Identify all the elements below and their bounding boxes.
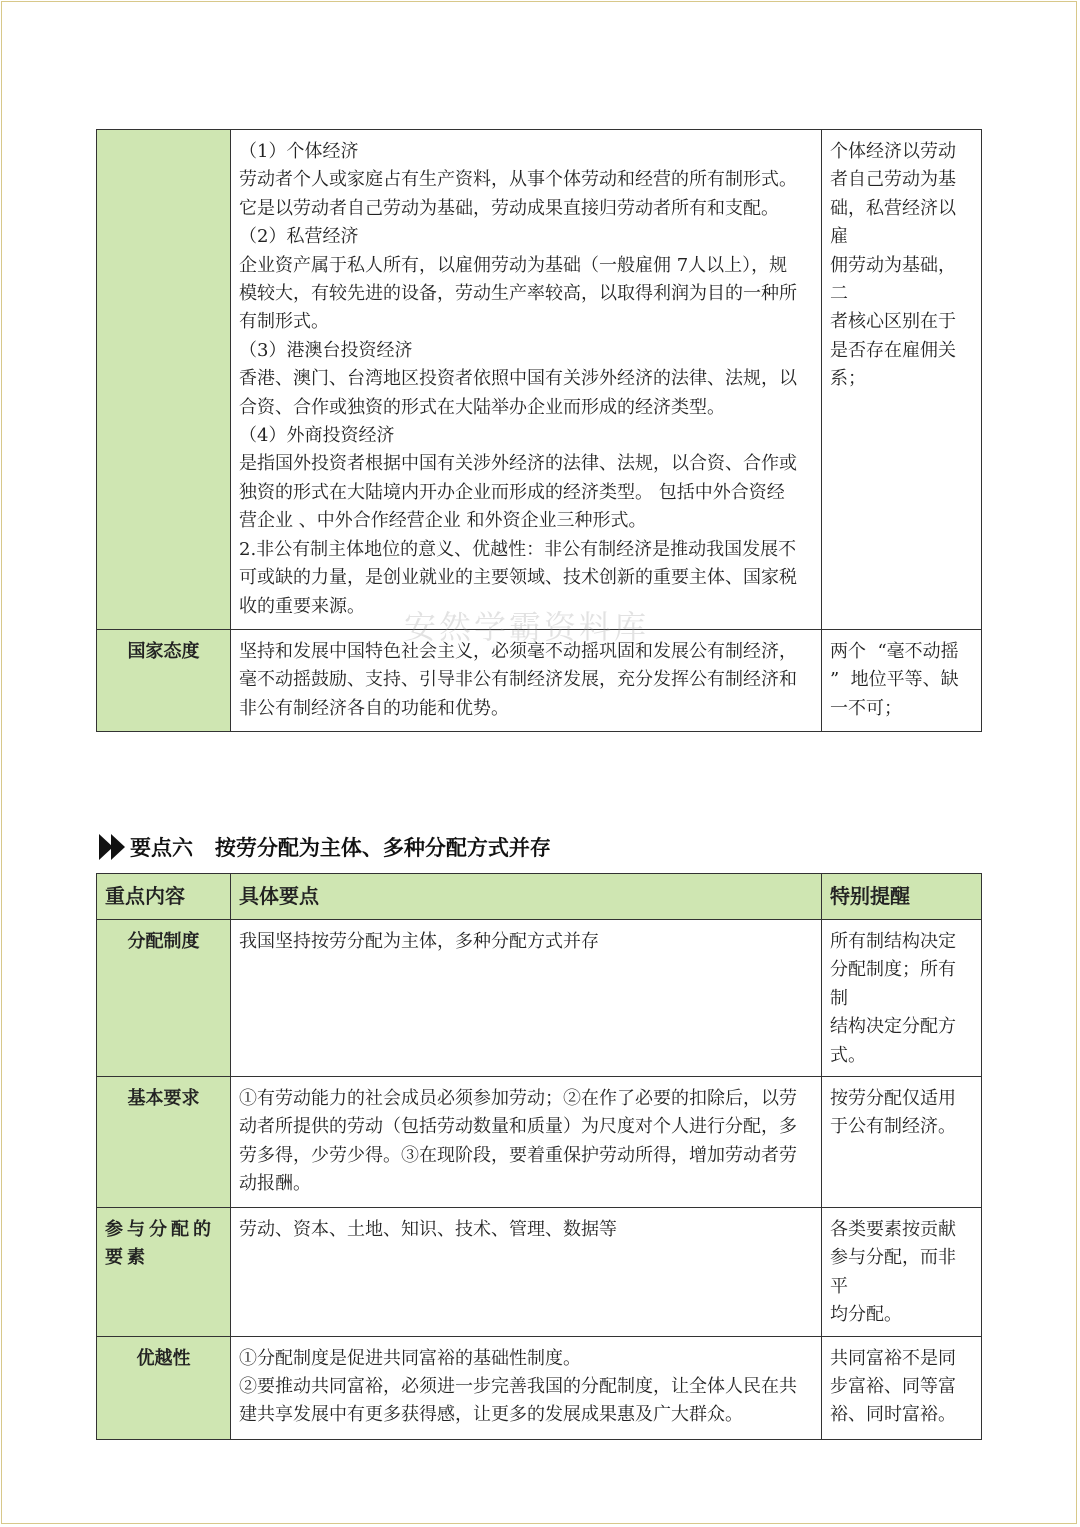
table-header-row [97, 874, 982, 920]
content-cell [231, 1208, 822, 1337]
note-line: 式。 [830, 1044, 866, 1066]
text-line: 劳动、资本、土地、知识、技术、管理、数据等 [239, 1219, 617, 1241]
watermark: 安然学霸资料库 [404, 608, 650, 646]
key-cell: 国家态度 [97, 630, 231, 732]
note-line: 所有制结构决定 [830, 931, 956, 952]
note-cell [822, 1077, 982, 1208]
text-line: 是指国外投资者根据中国有关涉外经济的法律、法规，以合资、合作或 [239, 453, 797, 475]
text-line: 坚持和发展中国特色社会主义，必须毫不动摇巩固和发展公有制经济， [239, 641, 797, 662]
text-line: 企业资产属于私人所有，以雇佣劳动为基础（一般雇佣 7人以上），规 [239, 254, 788, 276]
key-line: 基本要求 [127, 1088, 200, 1110]
content-cell [231, 1077, 822, 1208]
text-line: 动者所提供的劳动（包括劳动数量和质量）为尺度对个人进行分配，多 [239, 1116, 797, 1138]
header-content: 具体要点 [231, 874, 822, 920]
note-line: 裕、同时富裕。 [830, 1404, 956, 1426]
note-line: 共同富裕不是同 [830, 1347, 956, 1369]
content-cell [231, 130, 822, 630]
note-cell [822, 1336, 982, 1439]
distribution-table [96, 873, 982, 1440]
note-line: 各类要素按贡献 [830, 1219, 956, 1241]
ownership-table [96, 129, 982, 732]
text-line: 收的重要来源。 [239, 595, 365, 617]
note-line: 者自己劳动为基 [830, 169, 956, 191]
table-row [97, 920, 982, 1077]
note-line: 一不可； [830, 697, 902, 719]
section-title [98, 830, 551, 864]
text-line: 独资的形式在大陆境内开办企业而形成的经济类型。 包括中外合资经 [239, 481, 785, 503]
text-line: （1）个体经济 [239, 141, 359, 162]
text-line: 劳动者个人或家庭占有生产资料，从事个体劳动和经营的所有制形式。 [239, 169, 797, 191]
header-note: 特别提醒 [822, 874, 982, 920]
note-cell [822, 630, 982, 732]
header-key: 重点内容 [97, 874, 231, 920]
text-line: 2.非公有制主体地位的意义、优越性：非公有制经济是推动我国发展不 [239, 538, 797, 560]
content-cell [231, 1336, 822, 1439]
key-line: 分配制度 [127, 931, 200, 952]
text-line: 动报酬。 [239, 1173, 311, 1195]
note-line: 按劳分配仅适用 [830, 1088, 956, 1110]
text-line: 模较大，有较先进的设备，劳动生产率较高，以取得利润为目的一种所 [239, 283, 797, 305]
table-row [97, 1336, 982, 1439]
key-cell [97, 1336, 231, 1439]
text-line: （4）外商投资经济 [239, 425, 395, 447]
note-line: 参与分配，而非平 [830, 1247, 956, 1297]
content-cell [231, 920, 822, 1077]
note-line: 个体经济以劳动 [830, 141, 956, 162]
table-row [97, 1208, 982, 1337]
note-cell [822, 1208, 982, 1337]
text-line: 非公有制经济各自的功能和优势。 [239, 697, 509, 719]
double-arrow-icon [98, 832, 128, 862]
note-cell [822, 920, 982, 1077]
note-line: 者核心区别在于 [830, 311, 956, 333]
key-line: 参与分配的 [105, 1219, 215, 1241]
key-line: 要素 [105, 1247, 149, 1269]
text-line: ①分配制度是促进共同富裕的基础性制度。 [239, 1347, 581, 1369]
note-line: 分配制度；所有制 [830, 959, 956, 1009]
text-line: 有制形式。 [239, 311, 329, 333]
text-line: 劳多得，少劳少得。③在现阶段，要着重保护劳动所得，增加劳动者劳 [239, 1144, 797, 1166]
text-line: ②要推动共同富裕，必须进一步完善我国的分配制度，让全体人民在共 [239, 1376, 797, 1398]
text-line: （3）港澳台投资经济 [239, 339, 413, 361]
note-line: 步富裕、同等富 [830, 1376, 956, 1398]
note-line: 均分配。 [830, 1304, 902, 1326]
text-line: 营企业 、中外合作经营企业 和外资企业三种形式。 [239, 510, 647, 532]
text-line: 可或缺的力量，是创业就业的主要领域、技术创新的重要主体、国家税 [239, 567, 797, 589]
key-cell [97, 1077, 231, 1208]
text-line: 我国坚持按劳分配为主体，多种分配方式并存 [239, 931, 599, 952]
note-line: 结构决定分配方 [830, 1016, 956, 1038]
key-cell [97, 1208, 231, 1337]
note-line: 系； [830, 368, 866, 390]
text-line: 香港、澳门、台湾地区投资者依照中国有关涉外经济的法律、法规，以 [239, 368, 797, 390]
note-line: 两个 “毫不动摇 [830, 641, 959, 662]
text-line: 它是以劳动者自己劳动为基础，劳动成果直接归劳动者所有和支配。 [239, 197, 779, 219]
content-cell [231, 630, 822, 732]
table-row [97, 130, 982, 630]
note-line: 佣劳动为基础，二 [830, 254, 956, 305]
text-line: 毫不动摇鼓励、支持、引导非公有制经济发展，充分发挥公有制经济和 [239, 669, 797, 691]
text-line: 建共享发展中有更多获得感，让更多的发展成果惠及广大群众。 [239, 1404, 743, 1426]
table-row [97, 630, 982, 732]
note-line: 于公有制经济。 [830, 1116, 956, 1138]
note-line: 是否存在雇佣关 [830, 339, 956, 361]
note-cell [822, 130, 982, 630]
key-line: 优越性 [136, 1347, 191, 1369]
key-cell-empty [97, 130, 231, 630]
key-cell [97, 920, 231, 1077]
text-line: （2）私营经济 [239, 226, 359, 248]
note-line: 础，私营经济以雇 [830, 197, 956, 248]
text-line: ①有劳动能力的社会成员必须参加劳动；②在作了必要的扣除后，以劳 [239, 1088, 797, 1110]
note-line: ” 地位平等、缺 [830, 669, 959, 691]
text-line: 合资、合作或独资的形式在大陆举办企业而形成的经济类型。 [239, 396, 725, 418]
section-title-text: 要点六 按劳分配为主体、多种分配方式并存 [130, 836, 551, 860]
table-row [97, 1077, 982, 1208]
